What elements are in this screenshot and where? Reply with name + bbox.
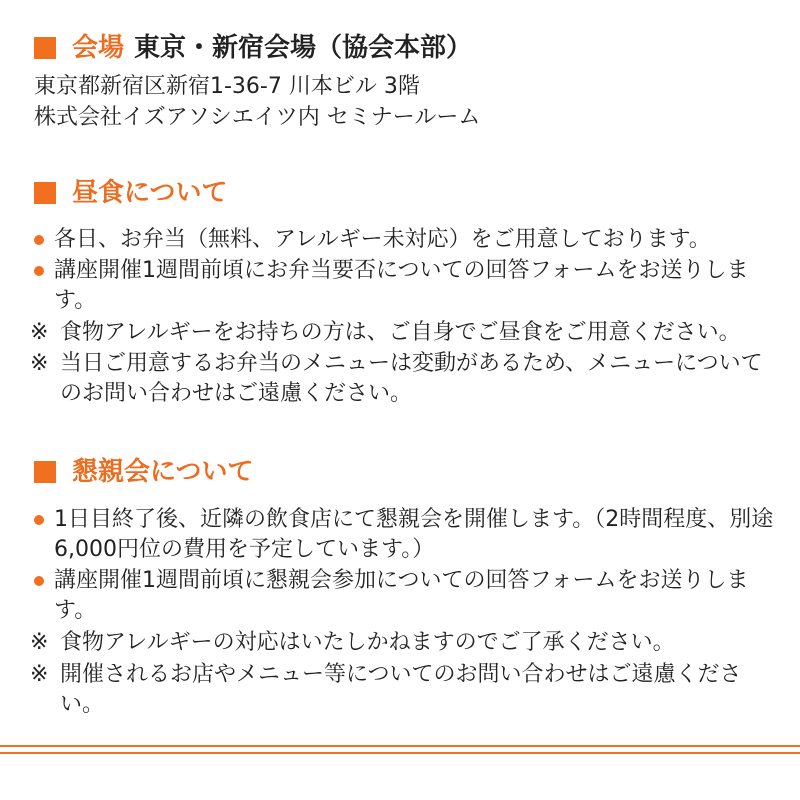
- lunch-bullet: [30, 225, 776, 255]
- venue-label: 会場: [72, 33, 125, 63]
- party-heading: [34, 459, 253, 485]
- venue-name: 東京・新宿会場（協会本部）: [134, 33, 473, 63]
- lunch-note-text: 当日ご用意するお弁当のメニューは変動があるため、メニューについてのお問い合わせはご遠慮ください。: [60, 351, 763, 406]
- lunch-note: [30, 318, 782, 348]
- venue-address: 東京都新宿区新宿1-36-7 川本ビル 3階: [34, 74, 420, 99]
- dot-bullet-icon: [34, 515, 44, 525]
- party-bullet-text: 1日目終了後、近隣の飲食店にて懇親会を開催します。（2時間程度、別途6,000円位の費用を予定しています。）: [54, 507, 774, 562]
- note-mark: ※: [30, 320, 49, 345]
- lunch-bullet-text: 各日、お弁当（無料、アレルギー未対応）をご用意しております。: [54, 227, 711, 252]
- lunch-heading: [34, 180, 227, 206]
- party-heading-text: 懇親会について: [72, 457, 254, 487]
- dot-bullet-icon: [34, 235, 44, 245]
- lunch-bullet: [30, 256, 776, 316]
- divider-line: [0, 752, 800, 754]
- venue-room: 株式会社イズアソシエイツ内 セミナールーム: [34, 105, 481, 130]
- divider-line: [0, 745, 800, 747]
- party-bullet: [30, 566, 776, 626]
- lunch-note-text: 食物アレルギーをお持ちの方は、ご自身でご昼食をご用意ください。: [60, 320, 741, 345]
- lunch-bullet-text: 講座開催1週間前頃にお弁当要否についての回答フォームをお送りします。: [54, 258, 749, 313]
- square-bullet-icon: [34, 182, 56, 204]
- note-mark: ※: [30, 662, 49, 687]
- party-bullet-text: 講座開催1週間前頃に懇親会参加についての回答フォームをお送りします。: [54, 568, 749, 623]
- party-note: [30, 660, 782, 720]
- square-bullet-icon: [34, 461, 56, 483]
- square-bullet-icon: [34, 37, 56, 59]
- note-mark: ※: [30, 351, 49, 376]
- party-note-text: 食物アレルギーの対応はいたしかねますのでご了承ください。: [60, 630, 675, 655]
- lunch-note: [30, 349, 782, 409]
- party-note-text: 開催されるお店やメニュー等についてのお問い合わせはご遠慮ください。: [60, 662, 742, 717]
- dot-bullet-icon: [34, 266, 44, 276]
- venue-heading: [34, 35, 472, 61]
- lunch-heading-text: 昼食について: [72, 178, 228, 208]
- party-bullet: [30, 505, 776, 565]
- note-mark: ※: [30, 630, 49, 655]
- party-note: [30, 628, 782, 658]
- dot-bullet-icon: [34, 576, 44, 586]
